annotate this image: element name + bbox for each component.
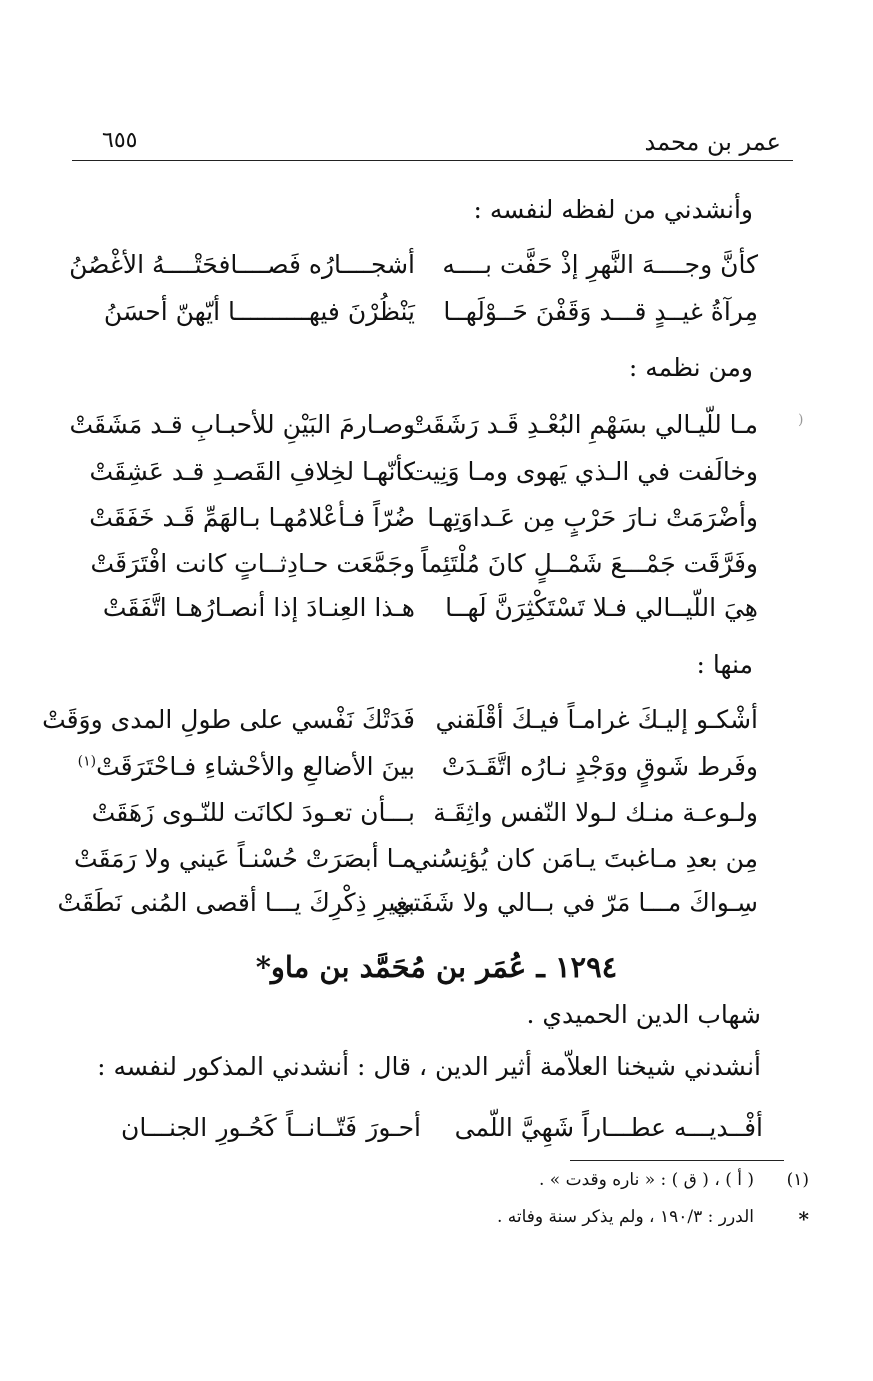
biography-line-1: شهاب الدين الحميدي . [526, 1000, 761, 1029]
verse-3-5-second: بغيرِ ذِكْرِكَ يـــا أقصى المُنى نَطَقَتْ [57, 888, 415, 917]
verse-3-4-second: مـا أبصَرَتْ حُسْنـاً عَيني ولا رَمَقَتْ [73, 844, 415, 873]
verse-3-4-first: مِن بعدِ مـاغبتَ يـامَن كان يُؤنِسُني [410, 844, 758, 873]
verse-2-4-first: وفَرَّقَت جَمْـــعَ شَمْــلٍ كانَ مُلْتَئِماً [421, 549, 758, 578]
footnote-2-text: الدرر : ١٩٠/٣ ، ولم يذكر سنة وفاته . [496, 1207, 754, 1227]
verse-3-2-second [77, 752, 415, 781]
footnote-rule [570, 1160, 784, 1161]
section3-intro: منها : [696, 650, 753, 679]
verse-2-4-second: وجَمَّعَت حـادِثــاتٍ كانت افْتَرَقَتْ [90, 549, 415, 578]
biography-verse-first: أفْــديـــه عطـــاراً شَهِيَّ اللّمى [454, 1113, 763, 1142]
biography-line-2: أنشدني شيخنا العلاّمة أثير الدين ، قال : أنشدني المذكور لنفسه : [97, 1052, 761, 1081]
verse-2-5-first: هِيَ اللّيــالي فـلا تَسْتَكْثِرَنَّ لَهــا [445, 593, 758, 622]
verse-3-1-first: أشْكـو إليـكَ غرامـاً فيـكَ أقْلَقني [435, 705, 758, 734]
biography-verse-second: أحـورَ فَتّــانــاً كَحُـورِ الجنـــان [121, 1113, 421, 1142]
section2-intro: ومن نظمه : [628, 353, 753, 382]
verse-2-3-first: وأضْرَمَتْ نـارَ حَرْبٍ مِن عَـداوَتِهـا [427, 503, 758, 532]
verse-2-1-first: مـا للّيـالي بسَهْمِ البُعْـدِ قَـد رَشَقَتْ [408, 410, 758, 439]
verse-1-1-first: كأنَّ وجــــهَ النَّهرِ إذْ حَفَّت بــــه [442, 250, 758, 279]
verse-1-1-second: أشجــــارُه فَصــــافحَتْــــهُ الأغْصُنُ [69, 250, 415, 279]
verse-2-2-first: وخالَفت في الـذي يَهوى ومـا وَنِيت [408, 457, 758, 486]
verse-1-2-second: يَنْظُرْنَ فيهــــــــــا أيّهنّ أحسَنُ [103, 297, 415, 326]
page-number: ٦٥٥ [102, 128, 138, 153]
verse-3-1-second: فَدَتْكَ نَفْسي على طولِ المدى ووَقَتْ [42, 705, 415, 734]
margin-mark: ( [798, 412, 804, 428]
verse-3-2-second-text: بينَ الأضالعِ والأحْشاءِ فـاحْتَرَقَتْ [96, 752, 415, 781]
verse-2-3-second: ضُرّاً فـأعْلامُهـا بـالهَمِّ قَـد خَفَقَتْ [89, 503, 415, 532]
footnote-2-mark: * [798, 1207, 809, 1231]
page-header [72, 128, 793, 162]
verse-3-5-first: سِـواكَ مـــا مَرّ في بــالي ولا شَفَتي [392, 888, 758, 917]
verse-3-3-second: بـــأن تعـودَ لكانَت للنّـوى زَهَقَتْ [91, 798, 415, 827]
footnote-1-mark: (١) [786, 1170, 809, 1190]
footnote-1-text: ( أ ) ، ( ق ) : « ناره وقدت » . [539, 1170, 754, 1190]
verse-2-5-second: هـذا العِنـادَ إذا أنصـارُهـا اتَّفَقَتْ [102, 593, 415, 622]
header-rule [72, 160, 793, 161]
entry-heading: ١٢٩٤ ـ عُمَر بن مُحَمَّد بن ماو* [255, 950, 618, 984]
verse-3-2-first: وفَرط شَوقٍ ووَجْدٍ نـارُه اتَّقَـدَتْ [441, 752, 758, 781]
section1-intro: وأنشدني من لفظه لنفسه : [473, 195, 753, 224]
running-title: عمر بن محمد [644, 128, 781, 156]
verse-3-3-first: ولـوعـة منـك لـولا النّفس واثِقَـة [433, 798, 758, 827]
verse-1-2-first: مِرآةُ غيــدٍ قـــد وَقَفْنَ حَــوْلَهــا [443, 297, 758, 326]
verse-2-2-second: كأنّهـا لخِلافِ القَصـدِ قـد عَشِقَتْ [89, 457, 415, 486]
verse-2-1-second: وصـارمَ البَيْنِ للأحبـابِ قـد مَشَقَتْ [69, 410, 415, 439]
footnote-ref: (١) [77, 753, 97, 770]
